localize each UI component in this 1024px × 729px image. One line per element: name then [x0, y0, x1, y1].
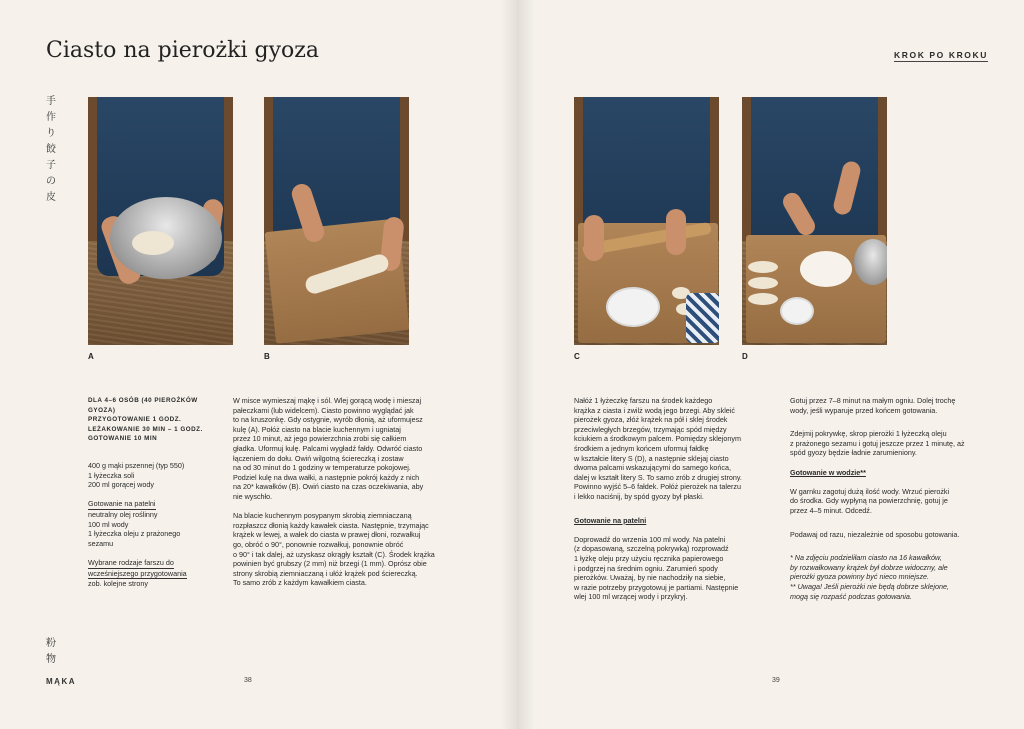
- text-line: strony skrobią ziemniaczaną i ułóż krążek pod ściereczką.: [233, 568, 418, 578]
- text-line: łączeniem do dołu. Owiń wilgotną ściereczką i zostaw: [233, 453, 404, 463]
- text-line: kulę (A). Połóż ciasto na blacie kuchennym i ugniataj: [233, 424, 401, 434]
- caption-d: D: [742, 352, 748, 361]
- text-line: i podgrzej na średnim ogniu. Zarumień spody: [574, 563, 718, 573]
- photo-d-folding-gyoza: [742, 97, 887, 345]
- text-line: go, obróć o 90°, ponownie rozwałkuj, ponownie obróć: [233, 539, 404, 549]
- text-line: pierożków. Uważaj, by nie nachodziły na siebie,: [574, 573, 726, 583]
- text-line: przez 4–5 minut. Odcedź.: [790, 505, 872, 515]
- footnote: mogą się rozpaść podczas gotowania.: [790, 591, 912, 601]
- jp-char: 子: [46, 160, 56, 171]
- text-line: To samo zrób z każdym kawałkiem ciasta.: [233, 578, 367, 588]
- caption-c: C: [574, 352, 580, 361]
- text-line: 1 łyżkę oleju przy użyciu ręcznika papierowego: [574, 553, 724, 563]
- servings-text-cont: GYOZA): [88, 406, 116, 414]
- filling-section: [88, 558, 228, 589]
- subsection-heading: [574, 516, 774, 526]
- footnote: pierożki gyoza powinny być nieco mniejsze.: [790, 572, 930, 582]
- pan-frying-heading: Gotowanie na patelni: [574, 515, 647, 525]
- instructions-paragraph: [790, 429, 990, 458]
- instructions-paragraph: [790, 530, 990, 540]
- text-line: nie wyschło.: [233, 491, 273, 501]
- ingredient-item: 100 ml wody: [88, 519, 129, 529]
- servings-text: DLA 4–6 OSÓB (40 PIEROŻKÓW: [88, 397, 198, 404]
- ingredient-item: neutralny olej roślinny: [88, 509, 158, 519]
- frying-ingredients: [88, 499, 228, 548]
- page-number-left: 38: [244, 677, 252, 684]
- instructions-paragraph: [574, 535, 774, 602]
- text-line: [88, 499, 228, 510]
- text-line: dwoma palcami wskazującymi do samego końca,: [574, 463, 731, 473]
- text-line: w razie potrzeby przygotowuj je partiami. Następnie: [574, 582, 739, 592]
- instructions-paragraph: [233, 396, 453, 502]
- text-line: (z dopasowaną, szczelną pokrywką) rozprowadź: [574, 544, 729, 554]
- vertical-japanese-title: [44, 94, 58, 206]
- jp-char: 皮: [46, 192, 56, 203]
- text-line: spód gyozy będzie ładnie zarumieniony.: [790, 448, 917, 458]
- photo-c-rolling-wrappers: [574, 97, 719, 345]
- caption-a: A: [88, 352, 94, 361]
- ingredient-item: 200 ml gorącej wody: [88, 480, 154, 490]
- text-line: dalej w kształt litery S. To samo zrób z drugiej strony.: [574, 472, 742, 482]
- text-line: o 90° i tak dalej, aż uzyskasz okrągły kształt (C). Środek krążka: [233, 549, 435, 559]
- text-line: W misce wymieszaj mąkę i sól. Wlej gorącą wodę i mieszaj: [233, 396, 422, 405]
- text-line: W garnku zagotuj dużą ilość wody. Wrzuć pierożki: [790, 486, 950, 496]
- jp-char: 手: [46, 96, 56, 107]
- text-line: krążek w lewej, a wałek do ciasta w prawej dłoni, rozwałkuj: [233, 530, 421, 540]
- text-line: i lekko naciśnij, by spód gyozy był płaski.: [574, 491, 704, 501]
- text-line: wody, jeśli wyparuje przed końcem gotowania.: [790, 405, 938, 415]
- text-line: powinien być grubszy (2 mm) niż brzegi (1 mm). Oprósz obie: [233, 559, 427, 569]
- jp-char: 餃: [46, 144, 56, 155]
- filling-note: zob. kolejne strony: [88, 579, 148, 589]
- instructions-column-2: [574, 396, 774, 611]
- text-line: wlej 100 ml wrzącej wody i przykryj.: [574, 592, 688, 602]
- filling-heading: Wybrane rodzaje farszu do: [88, 557, 174, 567]
- text-line: na od 30 minut do 1 godziny w temperaturze pokojowej.: [233, 463, 411, 473]
- footnote: by rozwałkowany krążek był dobrze widoczny, ale: [790, 562, 948, 572]
- footnote: ** Uwaga! Jeśli pierożki nie będą dobrze sklejone,: [790, 581, 950, 591]
- instructions-paragraph: [790, 396, 990, 415]
- ingredient-item: 1 łyżeczka oleju z prażonego: [88, 529, 181, 539]
- instructions-paragraph: [790, 487, 990, 516]
- text-line: pałeczkami (lub widelcem). Ciasto powinno wyglądać jak: [233, 405, 414, 415]
- ingredient-item: 1 łyżeczka soli: [88, 470, 135, 480]
- book-gutter: [500, 0, 536, 729]
- text-line: Podziel kulę na dwa wałki, a następnie pokrój każdy z nich: [233, 472, 420, 482]
- footer-section-word: MĄKA: [46, 677, 76, 686]
- instructions-column-1: [233, 396, 453, 597]
- photo-b-cutting-dough: [264, 97, 409, 345]
- ingredient-item: sezamu: [88, 538, 114, 548]
- text-line: krążka z ciasta i zwilż wodą jego brzegi. Aby skleić: [574, 405, 735, 415]
- text-line: Nałóż 1 łyżeczkę farszu na środek każdego: [574, 396, 713, 405]
- text-line: kciukiem a środkowym palcem. Pomiędzy sklejonym: [574, 434, 741, 444]
- jp-char: 粉: [46, 638, 56, 649]
- text-line: pierożek gyoza, złóż krążek na pół i sklej środek: [574, 415, 728, 425]
- main-ingredients: [88, 461, 228, 490]
- frying-heading: Gotowanie na patelni: [88, 499, 156, 509]
- subsection-heading: [790, 468, 990, 478]
- ingredient-item: 400 g mąki pszennej (typ 550): [88, 460, 185, 470]
- page-number-right: 39: [772, 677, 780, 684]
- photo-a-mixing-dough: [88, 97, 233, 345]
- page-title: Ciasto na pierożki gyoza: [46, 38, 319, 63]
- prep-time: PRZYGOTOWANIE 1 GODZ.: [88, 416, 182, 424]
- text-line: Doprowadź do wrzenia 100 ml wody. Na patelni: [574, 534, 726, 544]
- jp-char: の: [46, 176, 56, 187]
- jp-char: 物: [46, 654, 56, 665]
- text-line: Zdejmij pokrywkę, skrop pierożki 1 łyżeczką oleju: [790, 429, 947, 439]
- recipe-meta: [88, 396, 228, 444]
- filling-heading-cont: wcześniejszego przygotowania: [88, 568, 187, 578]
- text-line: w kształcie litery S (D), a następnie sklejaj ciasto: [574, 453, 729, 463]
- caption-b: B: [264, 352, 270, 361]
- boiling-heading: Gotowanie w wodzie**: [790, 467, 866, 477]
- instructions-paragraph: [233, 511, 453, 588]
- footnotes: [790, 553, 990, 601]
- text-line: [88, 569, 228, 580]
- text-line: [88, 558, 228, 569]
- text-line: przez 10 minut, aż jego powierzchnia zrobi się całkiem: [233, 434, 407, 444]
- text-line: rozpłaszcz dłonią każdy kawałek ciasta. Następnie, trzymając: [233, 520, 429, 530]
- text-line: Gotuj przez 7–8 minut na małym ogniu. Dolej trochę: [790, 396, 956, 405]
- text-line: przeciwległych brzegów, trzymając spód między: [574, 424, 727, 434]
- jp-char: り: [46, 128, 56, 139]
- footnote: * Na zdjęciu podzieliłam ciasto na 16 kawałków,: [790, 553, 942, 563]
- section-label: KROK PO KROKU: [894, 50, 988, 60]
- text-line: na 20* kawałków (B). Owiń ciasto na czas oczekiwania, aby: [233, 482, 424, 492]
- text-line: gładka. Uformuj kulę. Palcami wygładź fałdy. Odwróć ciasto: [233, 443, 423, 453]
- text-line: Podawaj od razu, niezależnie od sposobu gotowania.: [790, 529, 960, 539]
- instructions-column-3: [790, 396, 990, 611]
- text-line: do środka. Gdy wypłyną na powierzchnię, gotuj je: [790, 496, 948, 506]
- text-line: Na blacie kuchennym posypanym skrobią ziemniaczaną: [233, 511, 412, 521]
- vertical-japanese-footer: [44, 636, 58, 668]
- cook-time: GOTOWANIE 10 MIN: [88, 435, 158, 443]
- text-line: z prażonego sezamu i gotuj jeszcze przez 1 minutę, aż: [790, 438, 965, 448]
- ingredients-column: [88, 396, 228, 598]
- instructions-paragraph: [574, 396, 774, 502]
- jp-char: 作: [46, 112, 56, 123]
- rest-time: LEŻAKOWANIE 30 MIN – 1 GODZ.: [88, 425, 203, 433]
- text-line: to na kruszonkę. Gdy ostygnie, wyrób dłonią, aż uformujesz: [233, 415, 423, 425]
- text-line: Powinno wyjść 5–6 fałdek. Połóż pierożek na talerzu: [574, 482, 742, 492]
- text-line: środkiem a jednym końcem uformuj fałdkę: [574, 443, 709, 453]
